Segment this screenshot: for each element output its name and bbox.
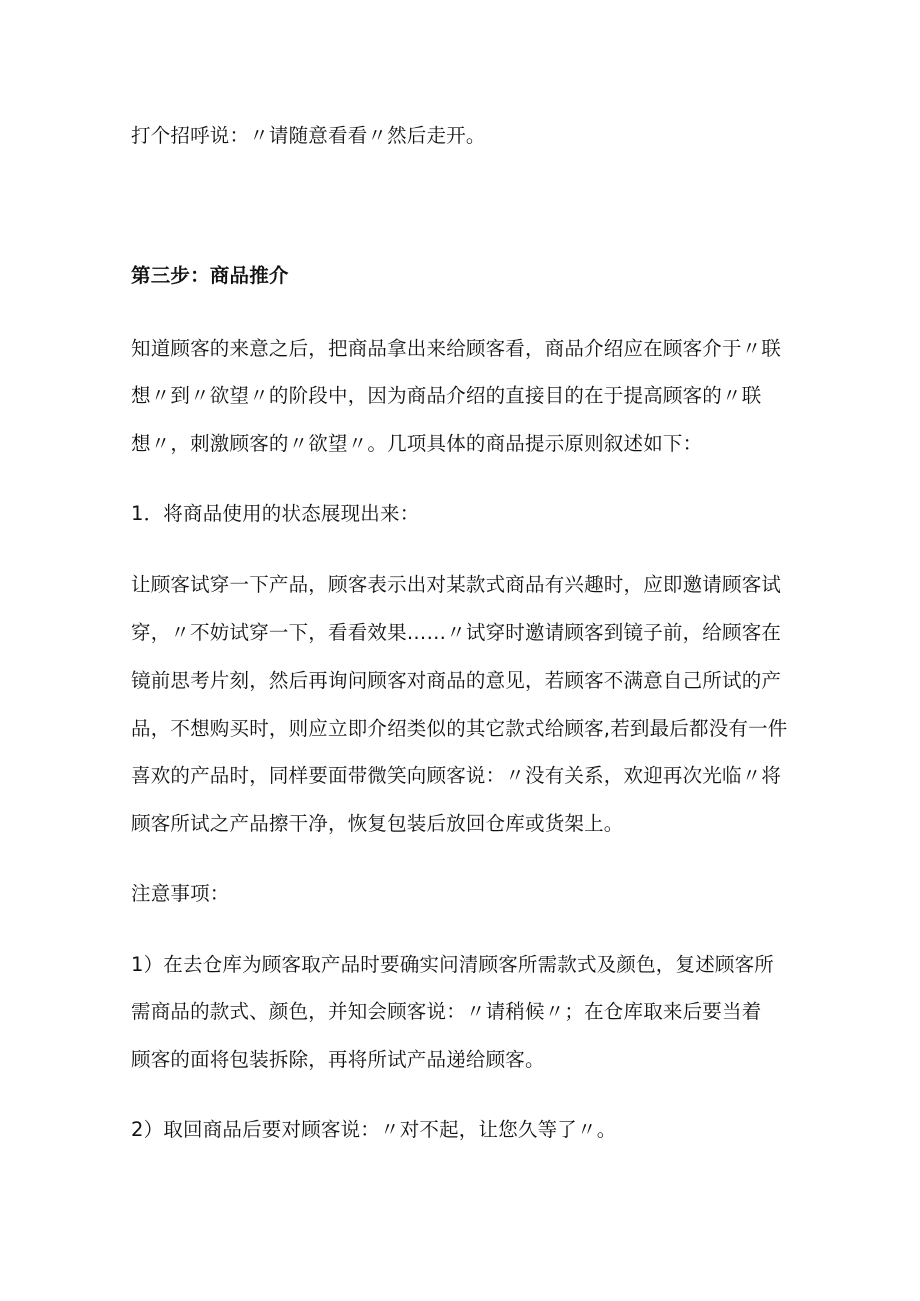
note1-line: 顾客的面将包装拆除，再将所试产品递给顾客。 [131,1048,545,1071]
item1-paragraph-line: 镜前思考片刻，然后再询问顾客对商品的意见，若顾客不满意自己所试的产 [131,669,782,692]
intro-paragraph-line: 想〃，刺激顾客的〃欲望〃。几项具体的商品提示原则叙述如下： [131,432,703,455]
intro-line: 打个招呼说：〃请随意看看〃然后走开。 [131,124,486,147]
item1-paragraph-line: 品，不想购买时，则应立即介绍类似的其它款式给顾客,若到最后都没有一件 [131,717,788,740]
note1-line: 1）在去仓库为顾客取产品时要确实问清顾客所需款式及颜色，复述顾客所 [131,953,775,976]
note1-line: 需商品的款式、颜色，并知会顾客说：〃请稍候〃；在仓库取来后要当着 [131,1000,762,1023]
note2-line: 2）取回商品后要对顾客说：〃对不起，让您久等了〃。 [131,1118,617,1141]
section-heading: 第三步：商品推介 [131,264,289,287]
item1-paragraph-line: 穿，〃不妨试穿一下，看看效果……〃试穿时邀请顾客到镜子前，给顾客在 [131,621,782,644]
intro-paragraph-line: 想〃到〃欲望〃的阶段中，因为商品介绍的直接目的在于提高顾客的〃联 [131,384,762,407]
item1-heading: 1．将商品使用的状态展现出来： [131,502,420,525]
intro-paragraph-line: 知道顾客的来意之后，把商品拿出来给顾客看，商品介绍应在顾客介于〃联 [131,337,782,360]
item1-paragraph-line: 让顾客试穿一下产品，顾客表示出对某款式商品有兴趣时，应即邀请顾客试 [131,573,782,596]
notes-heading: 注意事项： [131,882,230,905]
item1-paragraph-line: 顾客所试之产品擦干净，恢复包装后放回仓库或货架上。 [131,812,624,835]
item1-paragraph-line: 喜欢的产品时，同样要面带微笑向顾客说：〃没有关系，欢迎再次光临〃将 [131,764,782,787]
